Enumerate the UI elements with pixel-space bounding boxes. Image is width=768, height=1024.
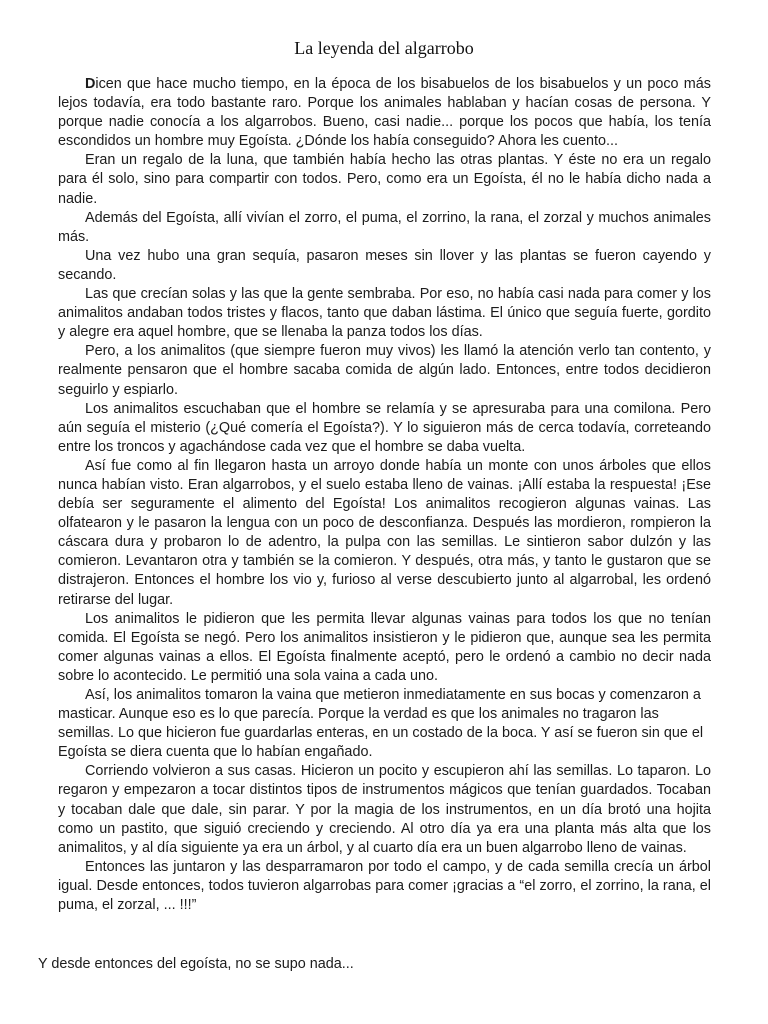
paragraph-10: Así, los animalitos tomaron la vaina que metieron inmediatamente en sus bocas y comenzaron a masticar. Aunque eso es lo que parecía. Porque la verdad es que los animales no tragaron las semillas. Lo que hicieron fue guardarlas enteras, en un costado de la boca. Y así se fueron sin que el Egoísta se diera cuenta que lo habían engañado.: [58, 687, 704, 761]
paragraph-4: Una vez hubo una gran sequía, pasaron meses sin llover y las plantas se fueron cayendo y secando.: [58, 247, 711, 283]
closing-line: Y desde entonces del egoísta, no se supo nada...: [38, 956, 354, 972]
paragraph-2: Eran un regalo de la luna, que también había hecho las otras plantas. Y éste no era un regalo para él solo, sino para compartir con todos. Pero, como era un Egoísta, él no le había dicho nada a nadie.: [58, 152, 711, 207]
paragraph-6: Pero, a los animalitos (que siempre fueron muy vivos) les llamó la atención verlo tan contento, y realmente pensaron que el hombre sacaba comida de algún lado. Entonces, entre todos decidieron seguirlo y espiarlo.: [58, 343, 711, 398]
page-title: La leyenda del algarrobo: [294, 38, 474, 58]
paragraph-8: Así fue como al fin llegaron hasta un arroyo donde había un monte con unos árboles que ellos nunca habían visto. Eran algarrobos, y el suelo estaba lleno de vainas. ¡Allí estaba la respuesta! ¡Ese debía ser seguramente el alimento del Egoísta! Los animalitos recogieron algunas vainas. Las olfatearon y le pasaron la lengua con un poco de desconfianza. Después las mordieron, rompieron la cáscara dura y probaron lo de adentro, la pulpa con las semillas. Le sintieron sabor dulzón y las comieron. Levantaron otra y también se la comieron. Y después, otra más, y tanto le gustaron que se distrajeron. Entonces el hombre los vio y, furioso al verse descubierto junto al algarrobal, les ordenó retirarse del lugar.: [58, 457, 711, 608]
paragraph-3: Además del Egoísta, allí vivían el zorro, el puma, el zorrino, la rana, el zorzal y muchos animales más.: [58, 209, 711, 245]
paragraph-1: [58, 75, 711, 151]
paragraph-11: Corriendo volvieron a sus casas. Hicieron un pocito y escupieron ahí las semillas. Lo taparon. Lo regaron y empezaron a tocar distintos tipos de instrumentos mágicos que tenían guardados. Tocaban y tocaban dale que dale, sin parar. Y por la magia de los instrumentos, en un día brotó una hojita como un pastito, que siguió creciendo y creciendo. Al otro día ya era una planta más alta que los animalitos, y al día siguiente ya era un árbol, y al cuarto día era un buen algarrobo lleno de vainas.: [58, 763, 711, 856]
initial-letter: D: [85, 76, 96, 92]
paragraph-9: Los animalitos le pidieron que les permita llevar algunas vainas para todos los que no tenían comida. El Egoísta se negó. Pero los animalitos insistieron y le pidieron que, aunque sea les permita comer algunas vainas a ellos. El Egoísta finalmente aceptó, pero le ordenó a cambio no decir nada sobre lo acontecido. Le permitió una sola vaina a cada uno.: [58, 610, 711, 684]
story-body: [58, 75, 711, 915]
paragraph-1-text: icen que hace mucho tiempo, en la época de los bisabuelos de los bisabuelos y un poco más lejos todavía, era todo bastante raro. Porque los animales hablaban y hacían cosas de persona. Y porque nadie conocía a los algarrobos. Bueno, casi nadie... porque los pocos que había, los tenía escondidos un hombre muy Egoísta. ¿Dónde los había conseguido? Ahora les cuento...: [58, 76, 711, 150]
paragraph-7: Los animalitos escuchaban que el hombre se relamía y se apresuraba para una comilona. Pero aún seguía el misterio (¿Qué comería el Egoísta?). Y lo siguieron más de cerca todavía, correteando entre los troncos y agachándose cada vez que el hombre se daba vuelta.: [58, 400, 711, 455]
paragraph-12: Entonces las juntaron y las desparramaron por todo el campo, y de cada semilla crecía un árbol igual. Desde entonces, todos tuvieron algarrobas para comer ¡gracias a “el zorro, el zorrino, la rana, el puma, el zorzal, ... !!!”: [58, 858, 711, 914]
paragraph-5: Las que crecían solas y las que la gente sembraba. Por eso, no había casi nada para comer y los animalitos andaban todos tristes y flacos, tanto que daban lástima. El único que seguía fuerte, gordito y alegre era aquel hombre, que se llenaba la panza todos los días.: [58, 286, 711, 341]
